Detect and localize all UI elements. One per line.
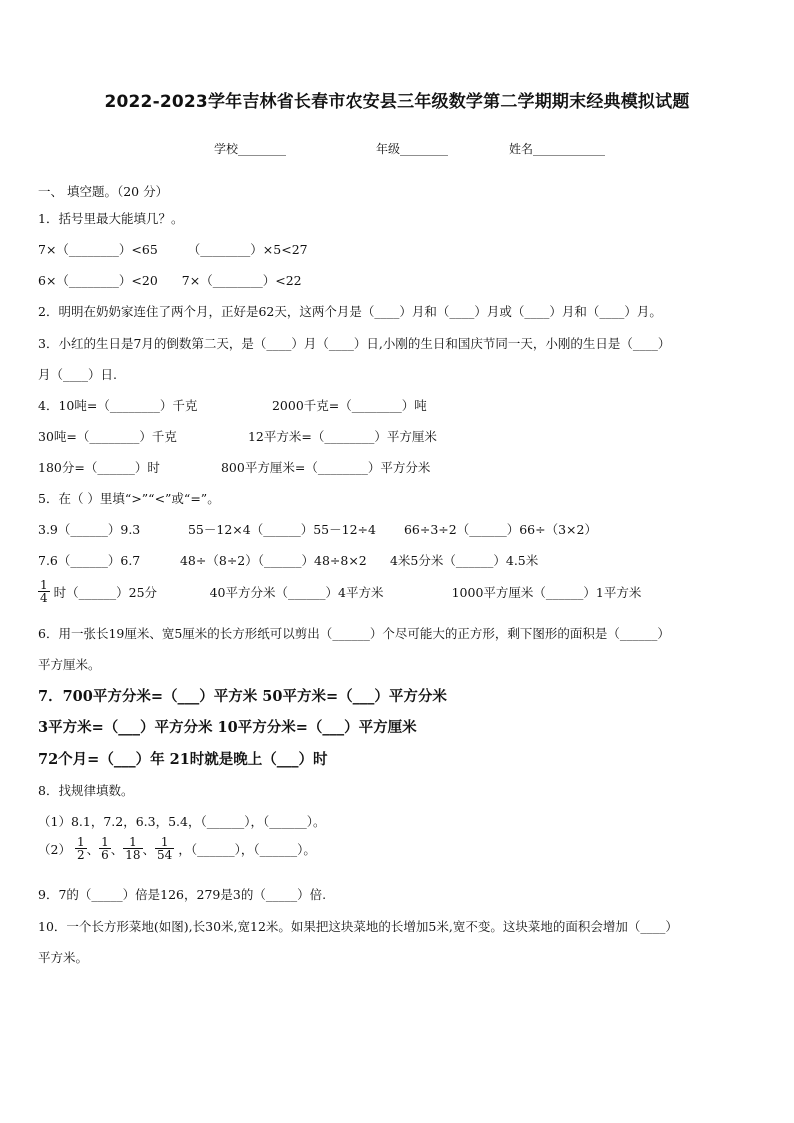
q1-item-b[interactable]: （________）×5<27	[187, 242, 308, 257]
q5-item-3c[interactable]: 1000平方厘米（______）1平方米	[451, 584, 642, 600]
question-1-row-2	[38, 271, 302, 289]
question-8-sub-1[interactable]: （1）8.1，7.2，6.3，5.4，（______），（______）。	[38, 814, 326, 829]
question-1-stem: 1．括号里最大能填几？。	[38, 211, 184, 226]
q4-item-e[interactable]: 180分=（______）时	[38, 460, 160, 475]
separator: 、	[86, 841, 100, 857]
fraction-denominator: 2	[76, 848, 85, 862]
page-title: 2022-2023学年吉林省长春市农安县三年级数学第二学期期末经典模拟试题	[104, 92, 690, 112]
q5-item-3b[interactable]: 40平方分米（______）4平方米	[209, 584, 384, 600]
fraction-numerator: 1	[155, 836, 174, 849]
question-4-row-1	[38, 396, 427, 414]
q1-item-a[interactable]: 7×（________）<65	[38, 242, 158, 257]
question-5-row-1	[38, 520, 597, 538]
fraction-numerator: 1	[40, 578, 48, 592]
question-3-line-2[interactable]: 月（____）日.	[38, 367, 117, 382]
fraction-numerator: 1	[101, 835, 109, 849]
section-heading: 一、 填空题。（20 分）	[38, 184, 169, 199]
question-9[interactable]: 9．7的（_____）倍是126，279是3的（_____）倍.	[38, 887, 327, 902]
question-8-sub-2	[38, 836, 316, 861]
question-5-row-3	[38, 579, 641, 604]
fraction-3	[123, 836, 142, 861]
question-5-stem: 5．在（ ）里填“>”“<”或“=”。	[38, 491, 220, 506]
separator: 、	[142, 841, 156, 857]
q4-item-c[interactable]: 30吨=（________）千克	[38, 429, 177, 444]
question-4-row-2	[38, 427, 437, 445]
question-10-line-1[interactable]: 10．一个长方形菜地(如图),长30米,宽12米。如果把这块菜地的长增加5米,宽不变。这块菜地的面积会增加（____）	[38, 919, 678, 934]
fraction-numerator: 1	[76, 835, 85, 849]
q5-item-3a[interactable]: 时（______）25分	[53, 584, 158, 600]
question-6-line-1[interactable]: 6．用一张长19厘米、宽5厘米的长方形纸可以剪出（______）个尽可能大的正方形，剩下图形的面积是（______）	[38, 626, 670, 641]
q5-item-1b[interactable]: 55－12×4（______）55－12÷4	[187, 522, 376, 537]
grade-field[interactable]: 年级________	[376, 142, 449, 156]
q5-item-2b[interactable]: 48÷（8÷2）（______）48÷8×2	[179, 553, 367, 568]
q5-item-2c[interactable]: 4米5分米（______）4.5米	[389, 553, 539, 568]
q8-sub-2-prefix: （2）	[38, 841, 71, 857]
q5-item-2a[interactable]: 7.6（______）6.7	[38, 553, 141, 568]
fraction-quarter	[38, 579, 50, 604]
q4-item-b[interactable]: 2000千克=（________）吨	[271, 398, 427, 413]
question-5-row-2	[38, 551, 538, 569]
fraction-denominator: 54	[157, 848, 173, 862]
question-3-line-1[interactable]: 3．小红的生日是7月的倒数第二天，是（____）月（____）日,小刚的生日和国庆节同一天，小刚的生日是（____）	[38, 336, 671, 351]
separator: 、	[110, 841, 124, 857]
fraction-numerator: 1	[123, 836, 142, 849]
question-1-row-1	[38, 240, 308, 258]
q1-item-c[interactable]: 6×（________）<20	[38, 273, 158, 288]
question-2[interactable]: 2．明明在奶奶家连住了两个月，正好是62天，这两个月是（____）月和（____）月或（____）月和（____）月。	[38, 304, 662, 319]
question-7-row-3[interactable]: 72个月=（___）年 21时就是晚上（___）时	[38, 751, 328, 768]
student-info-row	[0, 140, 794, 158]
fraction-1	[75, 836, 87, 861]
question-7-row-2[interactable]: 3平方米=（___）平方分米 10平方分米=（___）平方厘米	[38, 719, 417, 736]
fraction-2	[99, 836, 111, 861]
question-8-stem: 8．找规律填数。	[38, 783, 134, 798]
question-7-row-1[interactable]: 7．700平方分米=（___）平方米 50平方米=（___）平方分米	[38, 688, 447, 705]
fraction-denominator: 4	[40, 591, 48, 605]
q4-item-a[interactable]: 4．10吨=（________）千克	[38, 398, 198, 413]
question-6-line-2: 平方厘米。	[38, 657, 101, 672]
q5-item-1a[interactable]: 3.9（______）9.3	[38, 522, 141, 537]
q4-item-d[interactable]: 12平方米=（________）平方厘米	[247, 429, 437, 444]
q5-item-1c[interactable]: 66÷3÷2（______）66÷（3×2）	[403, 522, 597, 537]
q1-item-d[interactable]: 7×（________）<22	[181, 273, 302, 288]
q8-sub-2-answers[interactable]: ，（______），（______）。	[178, 841, 316, 857]
fraction-denominator: 6	[101, 848, 109, 862]
school-field[interactable]: 学校________	[214, 142, 287, 156]
name-field[interactable]: 姓名____________	[509, 142, 606, 156]
fraction-denominator: 18	[125, 848, 141, 862]
question-10-line-2: 平方米。	[38, 950, 89, 965]
q4-item-f[interactable]: 800平方厘米=（________）平方分米	[220, 460, 431, 475]
question-4-row-3	[38, 458, 430, 476]
fraction-4	[155, 836, 174, 861]
